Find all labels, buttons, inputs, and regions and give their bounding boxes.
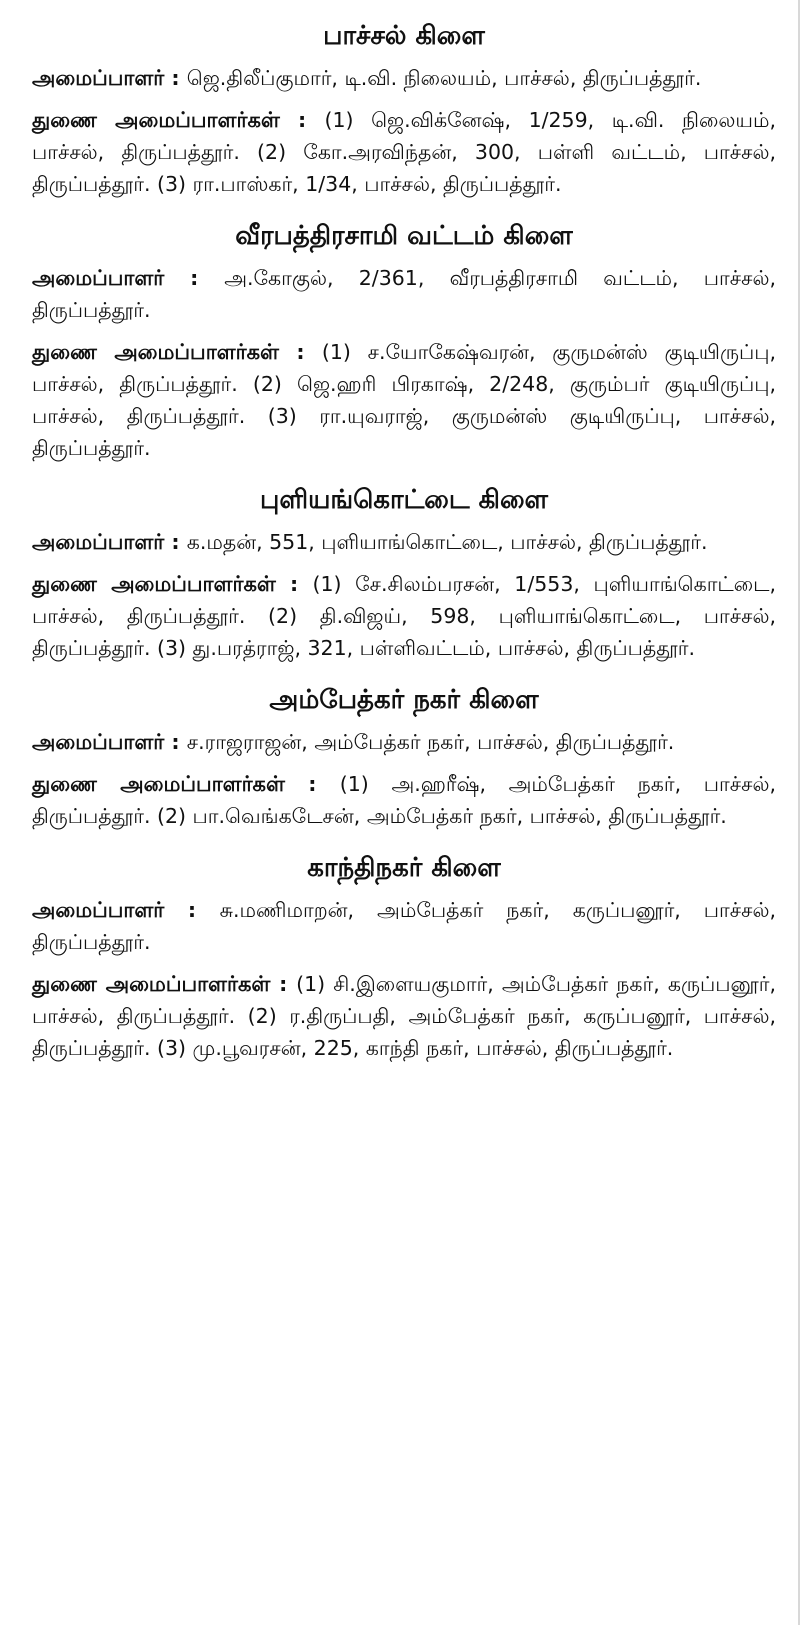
deputies-details: (1) சி.இளையகுமார், அம்பேத்கர் நகர், கருப்பனூர், பாச்சல், திருப்பத்தூர். (2) ர.திருப்பதி, அம்பேத்கர் நகர், கருப்பனூர், பாச்சல், திருப்பத்தூர். (3) மு.பூவரசன், 225, காந்தி நகர், பாச்சல், திருப்பத்தூர். [32,972,776,1060]
label-separator: : [164,266,225,290]
organiser-details: ஜெ.திலீப்குமார், டி.வி. நிலையம், பாச்சல், திருப்பத்தூர். [186,66,702,90]
branch-heading: காந்திநகர் கிளை [307,853,501,883]
organiser-details: அ.கோகுல், 2/361, வீரபத்திரசாமி வட்டம், பாச்சல், திருப்பத்தூர். [32,266,776,322]
branch-section-veerapathirasami [32,214,776,464]
deputies-label: துணை அமைப்பாளர்கள் [32,772,285,796]
deputies-paragraph [32,768,776,832]
organiser-paragraph [32,526,776,558]
organiser-label: அமைப்பாளர் [32,730,165,754]
branch-section-puliyangottai [32,478,776,664]
deputies-label: துணை அமைப்பாளர்கள் [32,108,280,132]
label-separator: : [275,572,313,596]
branch-heading: அம்பேத்கர் நகர் கிளை [269,685,539,715]
branch-section-gandhi-nagar [32,846,776,1064]
label-separator: : [278,340,322,364]
organiser-paragraph [32,726,776,758]
organiser-paragraph [32,62,776,94]
deputies-details: (1) ஜெ.விக்னேஷ், 1/259, டி.வி. நிலையம், பாச்சல், திருப்பத்தூர். (2) கோ.அரவிந்தன், 300, பள்ளி வட்டம், பாச்சல், திருப்பத்தூர். (3) ரா.பாஸ்கர், 1/34, பாச்சல், திருப்பத்தூர். [32,108,776,196]
organiser-details: சு.மணிமாறன், அம்பேத்கர் நகர், கருப்பனூர், பாச்சல், திருப்பத்தூர். [32,898,776,954]
branch-heading: பாச்சல் கிளை [323,21,485,51]
deputies-details: (1) அ.ஹரீஷ், அம்பேத்கர் நகர், பாச்சல், திருப்பத்தூர். (2) பா.வெங்கடேசன், அம்பேத்கர் நகர், பாச்சல், திருப்பத்தூர். [32,772,776,828]
deputies-paragraph [32,104,776,200]
branch-heading: புளியங்கொட்டை கிளை [259,485,549,515]
label-separator: : [164,530,187,554]
organiser-details: க.மதன், 551, புளியாங்கொட்டை, பாச்சல், திருப்பத்தூர். [186,530,708,554]
deputies-paragraph [32,968,776,1064]
label-separator: : [284,772,340,796]
organiser-paragraph [32,894,776,958]
deputies-details: (1) சே.சிலம்பரசன், 1/553, புளியாங்கொட்டை, பாச்சல், திருப்பத்தூர். (2) தி.விஜய், 598, புளியாங்கொட்டை, பாச்சல், திருப்பத்தூர். (3) து.பரத்ராஜ், 321, பள்ளிவட்டம், பாச்சல், திருப்பத்தூர். [32,572,776,660]
label-separator: : [164,730,187,754]
label-separator: : [164,66,187,90]
branch-section-ambedkar-nagar [32,678,776,832]
organiser-details: ச.ராஜராஜன், அம்பேத்கர் நகர், பாச்சல், திருப்பத்தூர். [186,730,675,754]
deputies-label: துணை அமைப்பாளர்கள் [32,340,279,364]
label-separator: : [279,108,325,132]
label-separator: : [164,898,220,922]
branch-section-pachal [32,14,776,200]
organiser-paragraph [32,262,776,326]
organiser-label: அமைப்பாளர் [32,66,165,90]
label-separator: : [270,972,297,996]
deputies-details: (1) ச.யோகேஷ்வரன், குருமன்ஸ் குடியிருப்பு, பாச்சல், திருப்பத்தூர். (2) ஜெ.ஹரி பிரகாஷ், 2/248, குரும்பர் குடியிருப்பு, பாச்சல், திருப்பத்தூர். (3) ரா.யுவராஜ், குருமன்ஸ் குடியிருப்பு, பாச்சல், திருப்பத்தூர். [32,340,776,460]
deputies-paragraph [32,568,776,664]
deputies-label: துணை அமைப்பாளர்கள் [32,972,271,996]
deputies-paragraph [32,336,776,464]
organiser-label: அமைப்பாளர் [32,266,165,290]
deputies-label: துணை அமைப்பாளர்கள் [32,572,276,596]
organiser-label: அமைப்பாளர் [32,530,165,554]
branch-heading: வீரபத்திரசாமி வட்டம் கிளை [235,221,573,251]
organiser-label: அமைப்பாளர் [32,898,165,922]
